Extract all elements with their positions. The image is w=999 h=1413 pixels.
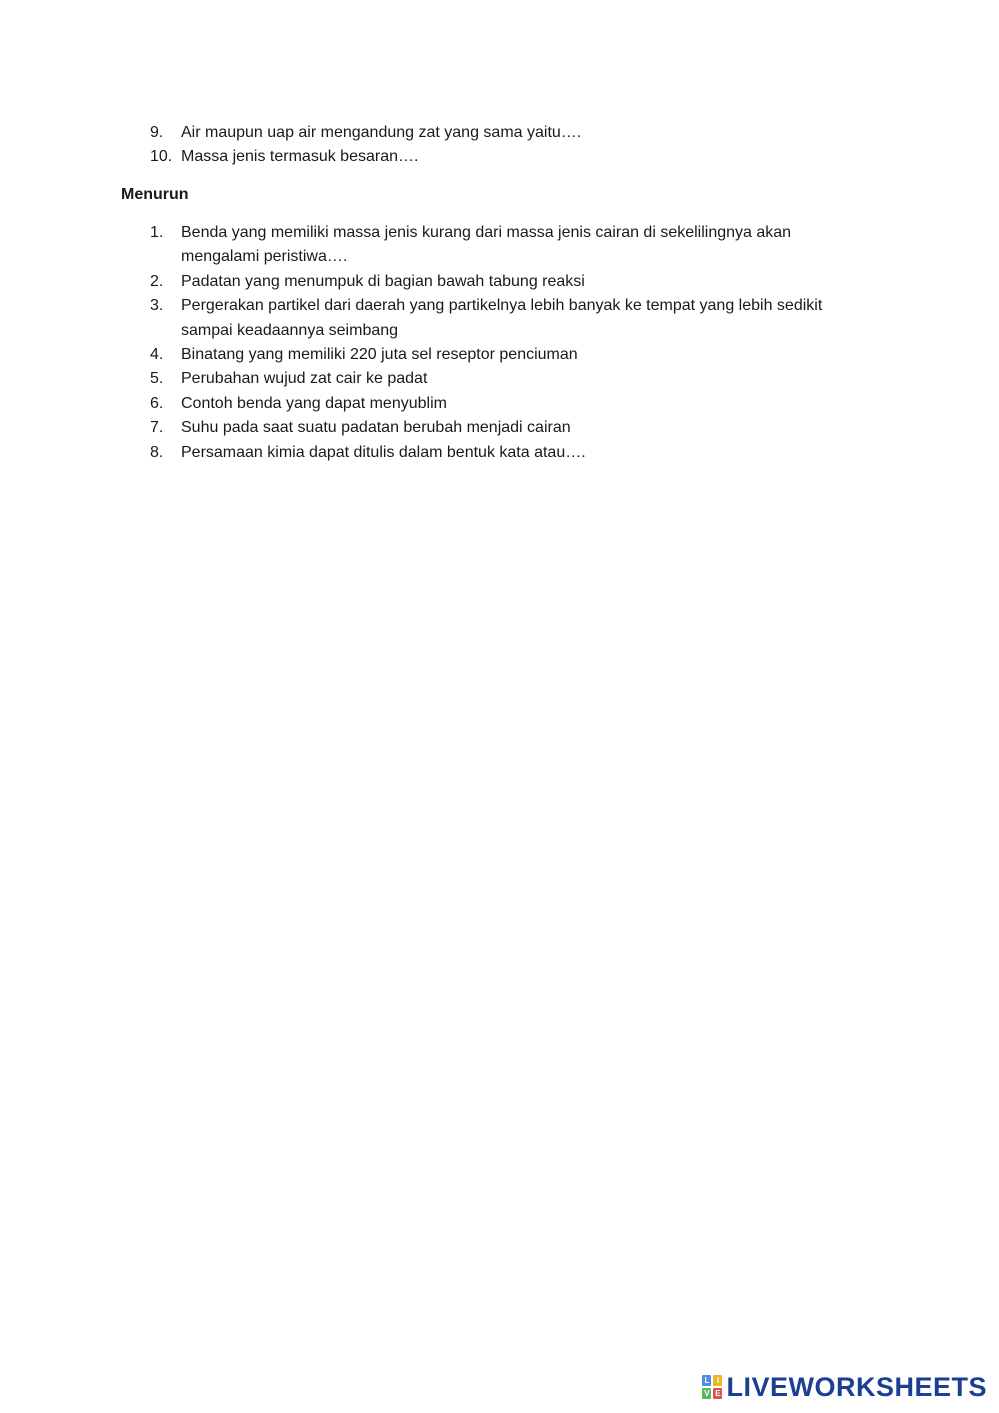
list-item [150,270,870,294]
list-item [150,367,870,391]
item-number: 10. [150,148,173,166]
logo-letter: V [704,1389,710,1398]
item-text: Padatan yang menumpuk di bagian bawah tabung reaksi [181,272,585,290]
item-text: Air maupun uap air mengandung zat yang sama yaitu…. [181,124,582,141]
item-text: Pergerakan partikel dari daerah yang partikelnya lebih banyak ke tempat yang lebih sedikit sampai keadaannya seimbang [181,297,823,339]
item-number: 1. [150,224,164,241]
item-number: 6. [150,394,164,412]
item-number: 5. [150,370,164,388]
down-heading: Menurun [121,186,189,203]
item-text: Massa jenis termasuk besaran…. [181,148,419,166]
item-number: 7. [150,419,164,437]
item-text: Benda yang memiliki massa jenis kurang dari massa jenis cairan di sekelilingnya akan mengalami peristiwa…. [181,224,792,266]
liveworksheets-logo[interactable] [702,1371,987,1403]
list-item [150,392,870,416]
item-number: 8. [150,443,164,461]
list-item [150,294,870,343]
logo-letter: I [713,1375,722,1386]
item-number: 4. [150,346,164,364]
logo-letter: L [702,1375,711,1386]
item-number: 3. [150,297,164,315]
liveworksheets-logo-icon [702,1375,722,1399]
item-text: Binatang yang memiliki 220 juta sel reseptor penciuman [181,346,578,364]
item-text: Perubahan wujud zat cair ke padat [181,370,428,388]
list-item [150,343,870,367]
list-item [150,145,870,169]
item-text: Contoh benda yang dapat menyublim [181,394,447,412]
list-item [150,416,870,440]
item-text: Persamaan kimia dapat ditulis dalam bentuk kata atau…. [181,443,586,461]
logo-letter: E [715,1389,721,1398]
list-item [150,121,870,145]
across-list [150,121,870,170]
list-item [150,221,870,270]
item-text: Suhu pada saat suatu padatan berubah menjadi cairan [181,419,571,437]
item-number: 9. [150,124,164,141]
logo-wordmark: LIVEWORKSHEETS [726,1372,987,1402]
list-item [150,441,870,465]
item-number: 2. [150,272,164,290]
down-list [150,221,870,465]
